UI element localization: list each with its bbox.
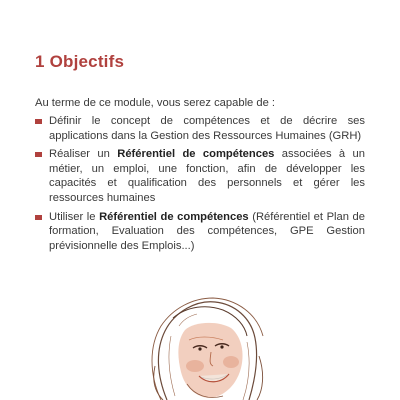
- objective-text: Réaliser un Référentiel de compétences associées à un métier, un emploi, une fonction, afin de développer les capacités et qualification des personnels et gérer les ressources humaines: [49, 148, 365, 204]
- list-item: [35, 210, 365, 254]
- list-item: [35, 147, 365, 205]
- objectives-list: [35, 114, 365, 257]
- woman-sketch-illustration: [127, 296, 283, 400]
- square-bullet-icon: [35, 119, 42, 124]
- list-item: [35, 114, 365, 143]
- section-title: 1 Objectifs: [35, 52, 125, 71]
- intro-text: Au terme de ce module, vous serez capable de :: [35, 97, 276, 109]
- square-bullet-icon: [35, 152, 42, 157]
- square-bullet-icon: [35, 215, 42, 220]
- objective-text: Définir le concept de compétences et de décrire ses applications dans la Gestion des Ressources Humaines (GRH): [49, 115, 365, 142]
- objective-text: Utiliser le Référentiel de compétences (Référentiel et Plan de formation, Evaluation des compétences, GPE Gestion prévisionnelle des Emplois...): [49, 210, 365, 252]
